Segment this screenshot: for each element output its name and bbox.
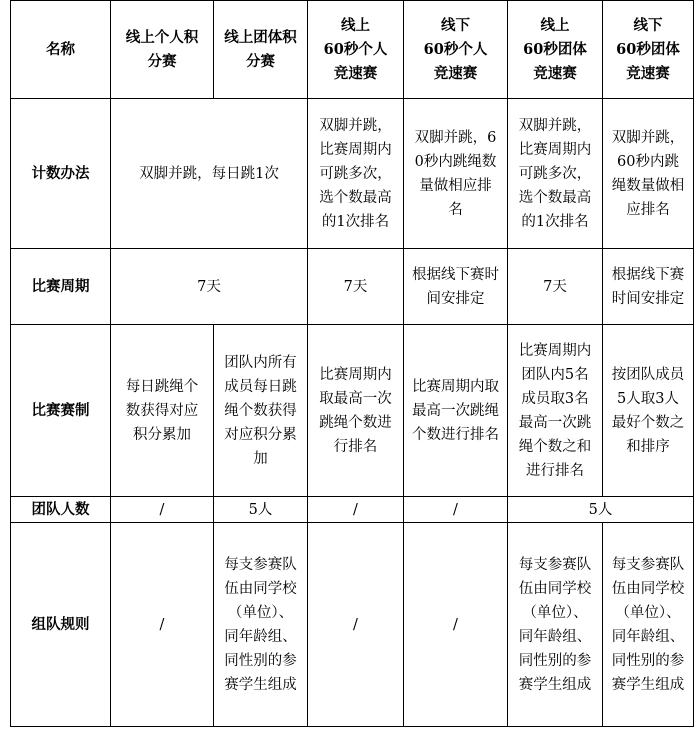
header-line: 60秒个人 [423,40,488,58]
table-cell: 按团队成员5人取3人最好个数之和排序 [603,325,694,497]
table-cell: 每支参赛队伍由同学校（单位）、同年龄组、同性别的参赛学生组成 [214,523,308,727]
table-cell: 比赛周期内团队内5名成员取3名最高一次跳绳个数之和进行排名 [508,325,603,497]
table-cell: 7天 [111,249,308,325]
table-cell: / [404,497,508,523]
competition-table [10,0,694,727]
table-cell: 双脚并跳，比赛周期内可跳多次，选个数最高的1次排名 [508,99,603,249]
table-cell: 比赛周期内取最高一次跳绳个数进行排名 [308,325,404,497]
table-cell: / [308,523,404,727]
header-line: 60秒团体 [523,40,587,58]
header-line: 竞速赛 [433,64,478,82]
table-cell: / [111,523,214,727]
header-line: 60秒团体 [616,40,680,58]
header-line: 线下 [441,16,470,34]
table-cell: 双脚并跳，比赛周期内可跳多次，选个数最高的1次排名 [308,99,404,249]
table-cell: 每支参赛队伍由同学校（单位）、同年龄组、同性别的参赛学生组成 [508,523,603,727]
header-line: 竞速赛 [333,64,378,82]
row-label: 比赛赛制 [11,325,111,497]
header-offline-60s-individual [404,1,508,99]
header-online-60s-individual [308,1,404,99]
row-label: 组队规则 [11,523,111,727]
table-cell: 7天 [508,249,603,325]
row-team-size [11,497,694,523]
table-cell: 5人 [508,497,694,523]
header-online-team-points: 线上团体积分赛 [214,1,308,99]
table-cell: 双脚并跳，每日跳1次 [111,99,308,249]
table-cell: 5人 [214,497,308,523]
table-cell: / [111,497,214,523]
row-team-rules [11,523,694,727]
table-cell: 每日跳绳个数获得对应积分累加 [111,325,214,497]
table-cell: / [404,523,508,727]
header-row [11,1,694,99]
table-cell: 根据线下赛时间安排定 [603,249,694,325]
row-label: 比赛周期 [11,249,111,325]
header-line: 线上 [341,16,370,34]
table-cell: 双脚并跳，60秒内跳绳数量做相应排名 [404,99,508,249]
header-line: 60秒个人 [323,40,388,58]
table-cell: 双脚并跳，60秒内跳绳数量做相应排名 [603,99,694,249]
table-cell: 每支参赛队伍由同学校（单位）、同年龄组、同性别的参赛学生组成 [603,523,694,727]
header-name: 名称 [11,1,111,99]
header-line: 竞速赛 [626,64,670,82]
header-line: 竞速赛 [533,64,577,82]
header-line: 线上 [540,16,570,34]
row-counting-method [11,99,694,249]
table-cell: 7天 [308,249,404,325]
table-cell: 比赛周期内取最高一次跳绳个数进行排名 [404,325,508,497]
table-cell: / [308,497,404,523]
header-online-60s-team [508,1,603,99]
row-label: 团队人数 [11,497,111,523]
header-offline-60s-team [603,1,694,99]
table-cell: 根据线下赛时间安排定 [404,249,508,325]
row-label: 计数办法 [11,99,111,249]
row-period [11,249,694,325]
table-cell: 团队内所有成员每日跳绳个数获得对应积分累加 [214,325,308,497]
header-online-individual-points: 线上个人积分赛 [111,1,214,99]
header-line: 线下 [633,16,663,34]
row-format [11,325,694,497]
